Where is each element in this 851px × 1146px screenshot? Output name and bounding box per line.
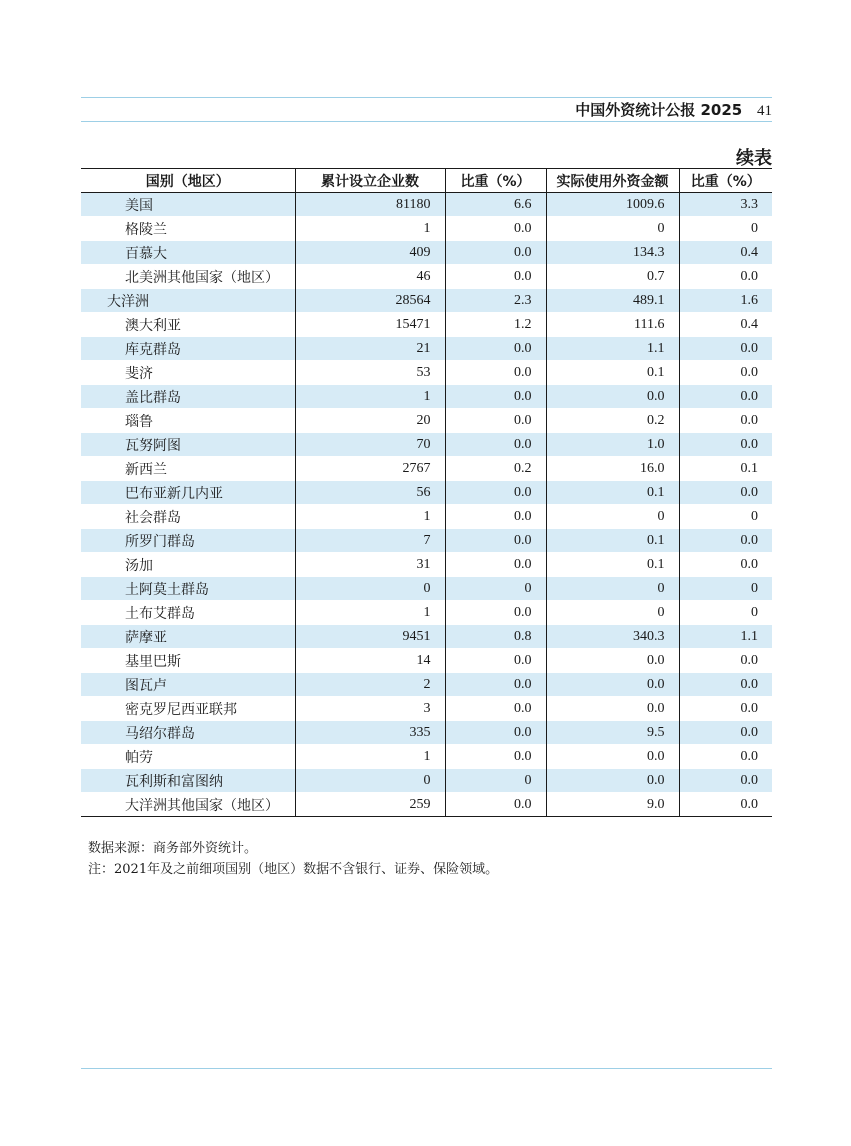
fdi-amount-cell: 489.1 (546, 289, 679, 313)
table-row (81, 721, 772, 745)
column-header-amount-share: 比重（%） (690, 173, 761, 190)
amount-share-cell: 0 (751, 508, 758, 524)
country-name-cell: 汤加 (81, 553, 295, 577)
column-header-country: 国别（地区） (81, 169, 295, 193)
count-share-cell: 0 (445, 577, 546, 601)
fdi-amount-cell: 0.7 (546, 265, 679, 289)
table-row (81, 673, 772, 697)
table-row (81, 745, 772, 769)
table-row (81, 193, 772, 217)
fdi-amount-cell: 16.0 (546, 457, 679, 481)
country-name-cell: 土阿莫土群岛 (81, 577, 295, 601)
footnote: 注：2021年及之前细项国别（地区）数据不含银行、证券、保险领域。 (88, 862, 499, 877)
country-name-cell: 大洋洲 (81, 289, 295, 313)
country-name-cell: 帕劳 (81, 745, 295, 769)
table-row (81, 385, 772, 409)
amount-share-cell: 0.0 (740, 700, 758, 716)
table-row (81, 553, 772, 577)
count-share-cell: 0.0 (445, 793, 546, 817)
continued-table-label: 续表 (736, 148, 772, 169)
header-rule-bottom (81, 121, 772, 122)
amount-share-cell: 0 (679, 577, 772, 601)
count-share-cell: 0.0 (445, 721, 546, 745)
amount-share-cell: 0.0 (740, 268, 758, 284)
amount-share-cell: 0 (751, 220, 758, 236)
amount-share-cell: 0.0 (740, 652, 758, 668)
country-name-cell: 澳大利亚 (81, 313, 295, 337)
table-row (81, 649, 772, 673)
country-name-cell: 百慕大 (81, 241, 295, 265)
fdi-amount-cell: 0.2 (546, 409, 679, 433)
amount-share-cell: 0 (751, 604, 758, 620)
amount-share-cell: 0.0 (679, 481, 772, 505)
amount-share-cell: 3.3 (679, 193, 772, 217)
count-share-cell: 0.0 (445, 673, 546, 697)
enterprise-count-cell: 0 (295, 769, 445, 793)
enterprise-count-cell: 28564 (295, 289, 445, 313)
enterprise-count-cell: 56 (295, 481, 445, 505)
table-row (81, 697, 772, 721)
publication-title: 中国外资统计公报 2025 (575, 101, 743, 119)
count-share-cell: 0.0 (445, 745, 546, 769)
table-row (81, 313, 772, 337)
count-share-cell: 0.0 (445, 553, 546, 577)
count-share-cell: 0.0 (445, 481, 546, 505)
fdi-amount-cell: 0 (546, 505, 679, 529)
country-name-cell: 盖比群岛 (81, 385, 295, 409)
fdi-amount-cell: 0.1 (546, 529, 679, 553)
enterprise-count-cell: 46 (295, 265, 445, 289)
country-name-cell: 瑙鲁 (81, 409, 295, 433)
country-name-cell: 新西兰 (81, 457, 295, 481)
fdi-amount-cell: 0.0 (546, 769, 679, 793)
count-share-cell: 0.0 (445, 601, 546, 625)
table-row (81, 505, 772, 529)
table-row (81, 241, 772, 265)
table-row (81, 289, 772, 313)
table-row (81, 265, 772, 289)
running-header (81, 99, 772, 121)
table-row (81, 601, 772, 625)
country-name-cell: 库克群岛 (81, 337, 295, 361)
enterprise-count-cell: 81180 (295, 193, 445, 217)
table-row (81, 577, 772, 601)
fdi-amount-cell: 0.0 (546, 649, 679, 673)
table-notes (88, 838, 498, 880)
count-share-cell: 0 (445, 769, 546, 793)
enterprise-count-cell: 1 (295, 505, 445, 529)
count-share-cell: 0.0 (445, 433, 546, 457)
enterprise-count-cell: 9451 (295, 625, 445, 649)
enterprise-count-cell: 21 (295, 337, 445, 361)
page-number: 41 (757, 103, 772, 119)
fdi-amount-cell: 0.1 (546, 553, 679, 577)
enterprise-count-cell: 1 (295, 601, 445, 625)
fdi-amount-cell: 111.6 (546, 313, 679, 337)
count-share-cell: 0.0 (445, 265, 546, 289)
table-row (81, 361, 772, 385)
fdi-amount-cell: 1.1 (546, 337, 679, 361)
enterprise-count-cell: 409 (295, 241, 445, 265)
amount-share-cell: 0.4 (740, 316, 758, 332)
count-share-cell: 0.0 (445, 241, 546, 265)
enterprise-count-cell: 7 (295, 529, 445, 553)
amount-share-cell: 0.0 (740, 364, 758, 380)
country-name-cell: 斐济 (81, 361, 295, 385)
table-row (81, 793, 772, 817)
amount-share-cell: 0.0 (679, 385, 772, 409)
country-name-cell: 北美洲其他国家（地区） (81, 265, 295, 289)
fdi-amount-cell: 0 (546, 577, 679, 601)
table-header-row (81, 169, 772, 193)
country-name-cell: 瓦利斯和富图纳 (81, 769, 295, 793)
country-name-cell: 美国 (81, 193, 295, 217)
enterprise-count-cell: 259 (295, 793, 445, 817)
amount-share-cell: 0.0 (740, 748, 758, 764)
investment-table (81, 168, 772, 817)
amount-share-cell: 0.0 (679, 721, 772, 745)
country-name-cell: 基里巴斯 (81, 649, 295, 673)
count-share-cell: 0.0 (445, 409, 546, 433)
table-row (81, 409, 772, 433)
country-name-cell: 巴布亚新几内亚 (81, 481, 295, 505)
fdi-amount-cell: 1009.6 (546, 193, 679, 217)
amount-share-cell: 0.4 (679, 241, 772, 265)
country-name-cell: 大洋洲其他国家（地区） (81, 793, 295, 817)
amount-share-cell: 1.1 (679, 625, 772, 649)
table-row (81, 217, 772, 241)
amount-share-cell: 0.0 (679, 529, 772, 553)
table-row (81, 769, 772, 793)
column-header-enterprise-count: 累计设立企业数 (295, 169, 445, 193)
amount-share-cell: 0.0 (740, 796, 758, 812)
enterprise-count-cell: 70 (295, 433, 445, 457)
table-row (81, 529, 772, 553)
count-share-cell: 0.8 (445, 625, 546, 649)
column-header-count-share: 比重（%） (445, 169, 546, 193)
amount-share-cell: 0.0 (740, 556, 758, 572)
enterprise-count-cell: 335 (295, 721, 445, 745)
fdi-amount-cell: 340.3 (546, 625, 679, 649)
enterprise-count-cell: 1 (295, 217, 445, 241)
table-row (81, 337, 772, 361)
enterprise-count-cell: 20 (295, 409, 445, 433)
country-name-cell: 所罗门群岛 (81, 529, 295, 553)
footer-rule (81, 1068, 772, 1069)
enterprise-count-cell: 1 (295, 745, 445, 769)
table-row (81, 457, 772, 481)
table-row (81, 625, 772, 649)
header-rule-top (81, 97, 772, 98)
amount-share-cell: 1.6 (679, 289, 772, 313)
enterprise-count-cell: 14 (295, 649, 445, 673)
fdi-amount-cell: 0.0 (546, 673, 679, 697)
amount-share-cell: 0.0 (679, 673, 772, 697)
amount-share-cell: 0.0 (740, 412, 758, 428)
count-share-cell: 0.0 (445, 529, 546, 553)
enterprise-count-cell: 53 (295, 361, 445, 385)
country-name-cell: 格陵兰 (81, 217, 295, 241)
fdi-amount-cell: 1.0 (546, 433, 679, 457)
count-share-cell: 0.0 (445, 649, 546, 673)
count-share-cell: 1.2 (445, 313, 546, 337)
enterprise-count-cell: 15471 (295, 313, 445, 337)
count-share-cell: 0.0 (445, 505, 546, 529)
fdi-amount-cell: 134.3 (546, 241, 679, 265)
table-row (81, 481, 772, 505)
country-name-cell: 图瓦卢 (81, 673, 295, 697)
data-source-note: 数据来源：商务部外资统计。 (88, 841, 258, 856)
count-share-cell: 0.0 (445, 217, 546, 241)
enterprise-count-cell: 3 (295, 697, 445, 721)
fdi-amount-cell: 0 (546, 601, 679, 625)
fdi-amount-cell: 9.5 (546, 721, 679, 745)
fdi-amount-cell: 0.1 (546, 361, 679, 385)
count-share-cell: 0.0 (445, 385, 546, 409)
country-name-cell: 土布艾群岛 (81, 601, 295, 625)
fdi-amount-cell: 0.0 (546, 385, 679, 409)
amount-share-cell: 0.1 (740, 460, 758, 476)
enterprise-count-cell: 0 (295, 577, 445, 601)
table-row (81, 433, 772, 457)
count-share-cell: 2.3 (445, 289, 546, 313)
enterprise-count-cell: 2767 (295, 457, 445, 481)
country-name-cell: 马绍尔群岛 (81, 721, 295, 745)
count-share-cell: 6.6 (445, 193, 546, 217)
amount-share-cell: 0.0 (679, 769, 772, 793)
fdi-amount-cell: 0.0 (546, 745, 679, 769)
country-name-cell: 密克罗尼西亚联邦 (81, 697, 295, 721)
count-share-cell: 0.2 (445, 457, 546, 481)
enterprise-count-cell: 1 (295, 385, 445, 409)
fdi-amount-cell: 0.0 (546, 697, 679, 721)
count-share-cell: 0.0 (445, 361, 546, 385)
country-name-cell: 萨摩亚 (81, 625, 295, 649)
count-share-cell: 0.0 (445, 337, 546, 361)
fdi-amount-cell: 0 (546, 217, 679, 241)
column-header-fdi-amount: 实际使用外资金额 (546, 169, 679, 193)
country-name-cell: 瓦努阿图 (81, 433, 295, 457)
amount-share-cell: 0.0 (679, 433, 772, 457)
country-name-cell: 社会群岛 (81, 505, 295, 529)
amount-share-cell: 0.0 (679, 337, 772, 361)
fdi-amount-cell: 0.1 (546, 481, 679, 505)
fdi-amount-cell: 9.0 (546, 793, 679, 817)
count-share-cell: 0.0 (445, 697, 546, 721)
enterprise-count-cell: 31 (295, 553, 445, 577)
table-body (81, 193, 772, 817)
enterprise-count-cell: 2 (295, 673, 445, 697)
